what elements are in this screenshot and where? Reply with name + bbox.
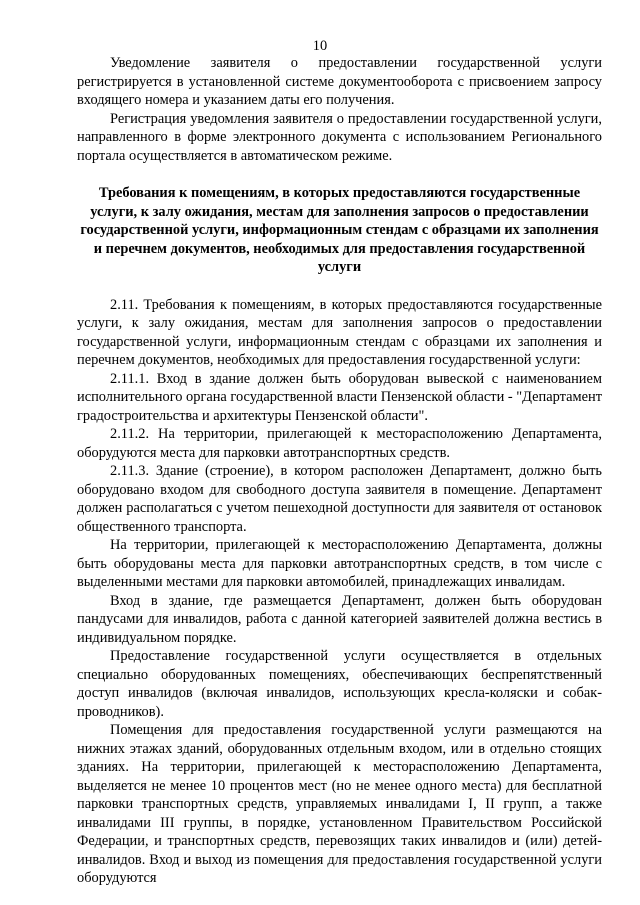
paragraph: Вход в здание, где размещается Департамент, должен быть оборудован пандусами для инвалидов, работа с данной категорией заявителей должна вестись в индивидуальном порядке. <box>77 592 602 646</box>
paragraph: 2.11. Требования к помещениям, в которых предоставляются государственные услуги, к залу ожидания, местам для заполнения запросов о предоставлении государственной услуги, информационным стендам с образцами их заполнения и перечнем документов, необходимых для предоставления государственной услуги: <box>77 296 602 368</box>
paragraph: 2.11.3. Здание (строение), в котором расположен Департамент, должно быть оборудовано входом для свободного доступа заявителя в помещение. Департамент должен располагаться с учетом пешеходной доступности для заявителя от остановок общественного транспорта. <box>77 463 602 535</box>
paragraph: На территории, прилегающей к месторасположению Департамента, должны быть оборудованы места для парковки автотранспортных средств, в том числе с выделенными местами для парковки автомобилей, принадлежащих инвалидам. <box>77 537 602 590</box>
paragraph: Регистрация уведомления заявителя о предоставлении государственной услуги, направленного в форме электронного документа с использованием Регионального портала осуществляется в автоматическом режиме. <box>77 110 602 164</box>
paragraph: 2.11.1. Вход в здание должен быть оборудован вывеской с наименованием исполнительного органа государственной власти Пензенской области - "Департамент градостроительства и архитектуры Пензенской области". <box>77 370 602 424</box>
paragraph: Помещения для предоставления государственной услуги размещаются на нижних этажах зданий, оборудованных отдельным входом, или в отдельно стоящих зданиях. На территории, прилегающей к месторасположению Департамента, выделяется не менее 10 процентов мест (но не менее одного места) для бесплатной парковки транспортных средств, управляемых инвалидами I, II групп, а также инвалидами III группы, в порядке, установленном Правительством Российской Федерации, и транспортных средств, перевозящих таких инвалидов и (или) детей-инвалидов. Вход и выход из помещения для предоставления государственной услуги оборудуются <box>77 722 602 886</box>
document-body <box>77 54 602 888</box>
section-title: Требования к помещениям, в которых предоставляются государственные услуги, к залу ожидания, местам для заполнения запросов о предоставлении государственной услуги, информационным стендам с образцами их заполнения и перечнем документов, необходимых для предоставления государственной услуги <box>80 185 599 275</box>
paragraph: Предоставление государственной услуги осуществляется в отдельных специально оборудованных помещениях, обеспечивающих беспрепятственный доступ инвалидов (включая инвалидов, использующих кресла-коляски и собак-проводников). <box>77 648 602 720</box>
paragraph: Уведомление заявителя о предоставлении государственной услуги регистрируется в установленной системе документооборота с присвоением запросу входящего номера и указанием даты его получения. <box>77 55 602 108</box>
page-number: 10 <box>312 38 328 54</box>
paragraph: 2.11.2. На территории, прилегающей к месторасположению Департамента, оборудуются места для парковки автотранспортных средств. <box>77 426 602 461</box>
